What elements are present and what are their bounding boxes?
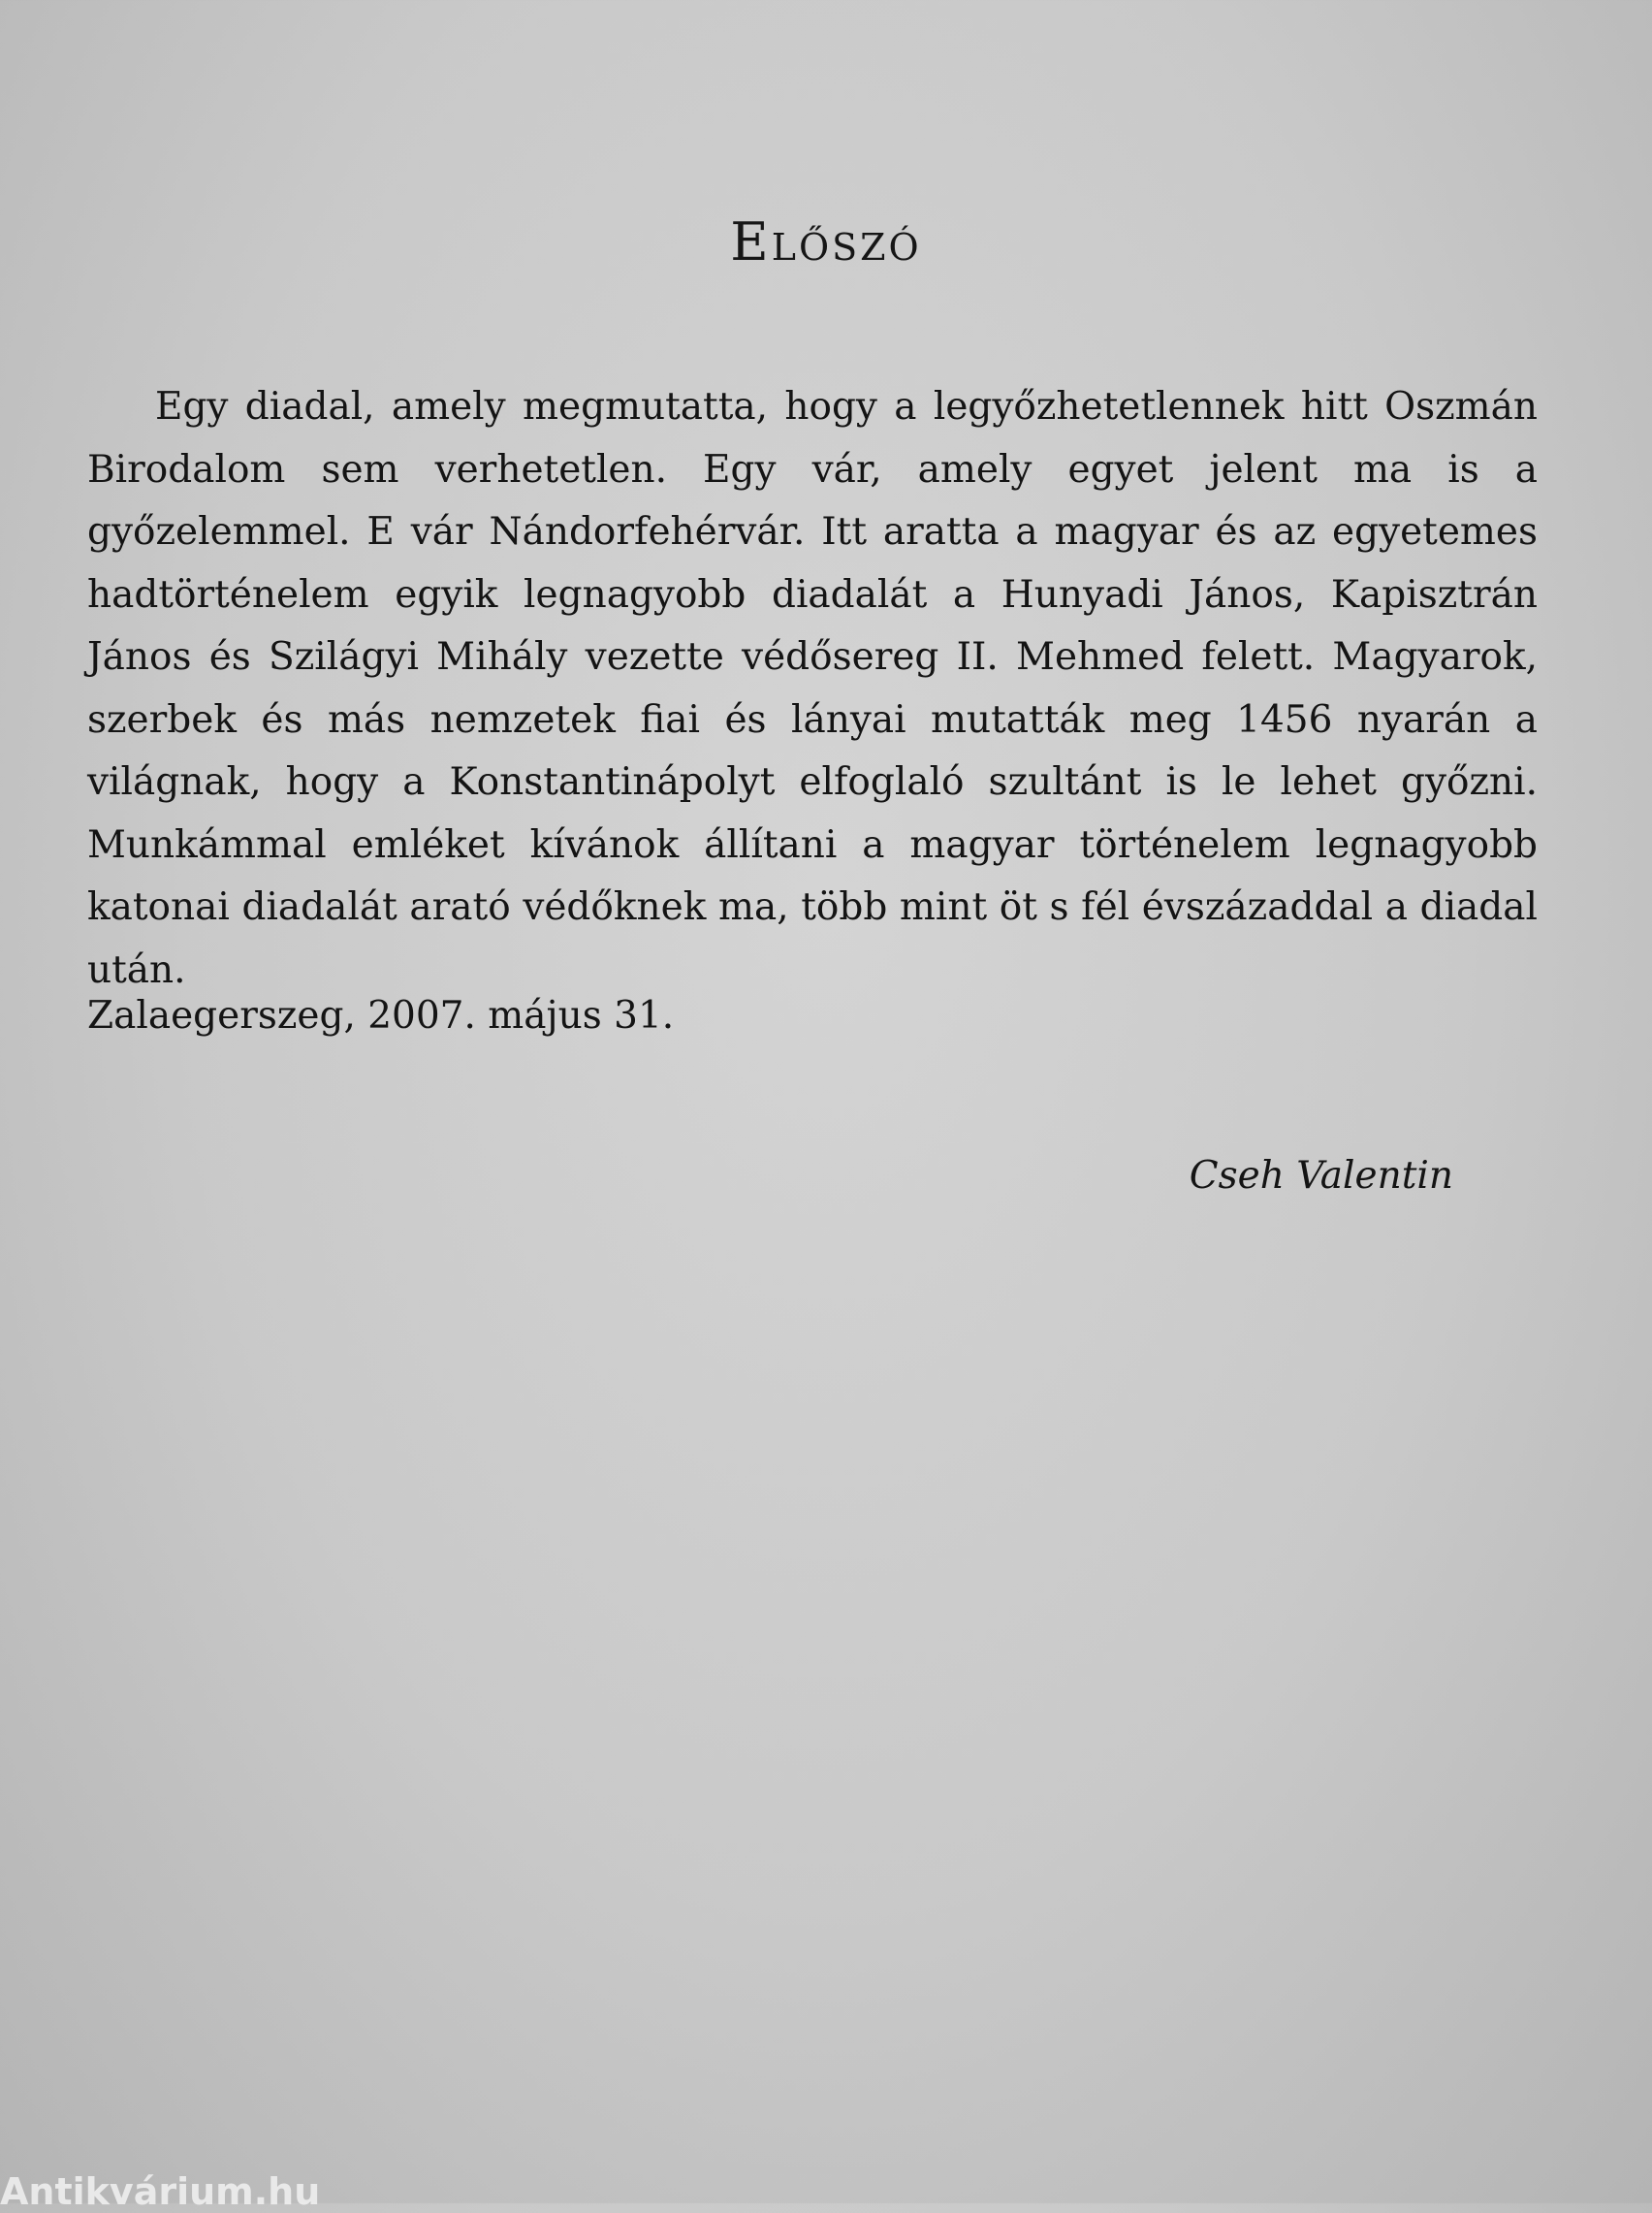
page-title: Előszó: [730, 211, 922, 273]
preface-paragraph: Egy diadal, amely megmutatta, hogy a legyőzhetetlennek hitt Oszmán Birodalom sem verhetetlen. Egy vár, amely egyet jelent ma is a győzelemmel. E vár Nándorfehérvár. Itt aratta a magyar és az egyetemes hadtörténelem egyik legnagyobb diadalát a Hunyadi János, Kapisztrán János és Szilágyi Mihály vezette védősereg II. Mehmed felett. Magyarok, szerbek és más nemzetek fiai és lányai mutatták meg 1456 nyarán a világnak, hogy a Konstantinápolyt elfoglaló szultánt is le lehet győzni. Munkámmal emléket kívánok állítani a magyar történelem legnagyobb katonai diadalát arató védőknek ma, több mint öt s fél évszázaddal a diadal után.: [87, 385, 1538, 992]
watermark: Antikvárium.hu: [0, 2170, 321, 2213]
dateline: Zalaegerszeg, 2007. május 31.: [87, 994, 675, 1038]
author-signature: Cseh Valentin: [1189, 1154, 1453, 1198]
